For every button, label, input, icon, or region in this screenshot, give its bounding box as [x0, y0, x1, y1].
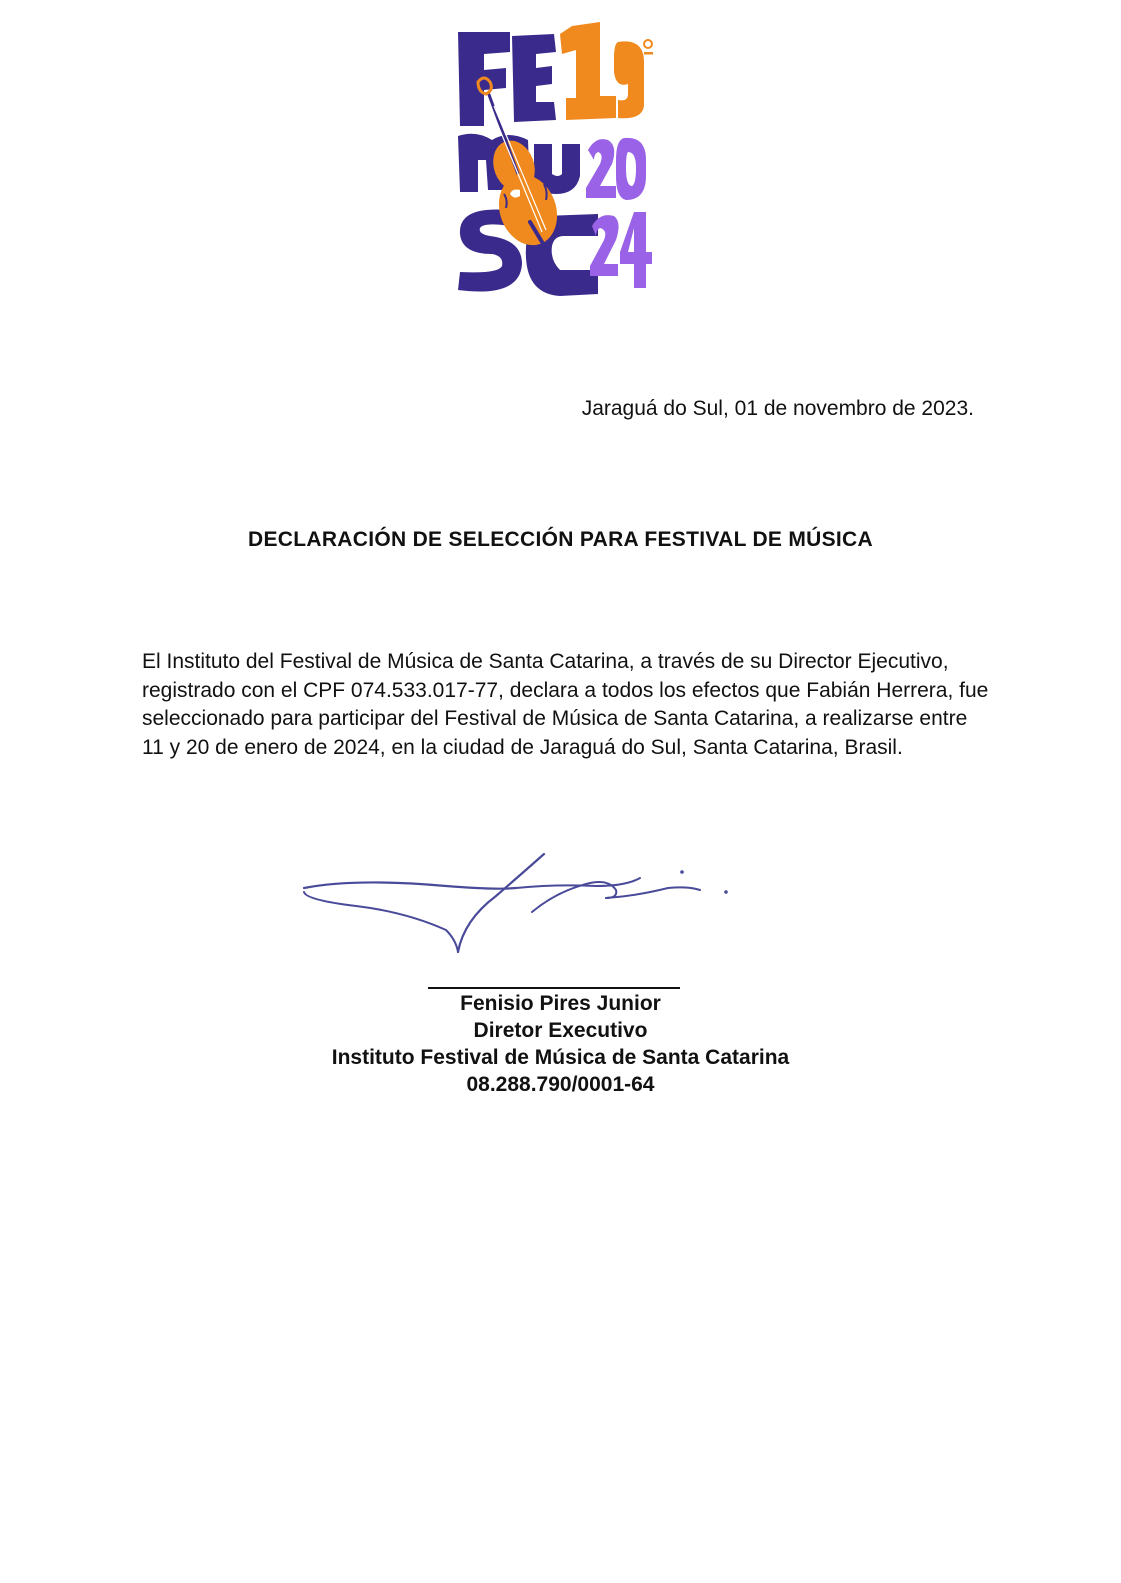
declaration-body [142, 648, 992, 762]
edition-number [560, 22, 653, 120]
signatory-block [0, 990, 1121, 1098]
document-date: Jaraguá do Sul, 01 de novembro de 2023. [581, 397, 974, 420]
signatory-role: Diretor Executivo [473, 1019, 648, 1042]
festival-logo [448, 14, 658, 304]
signatory-name: Fenisio Pires Junior [460, 992, 661, 1015]
handwritten-signature [296, 840, 746, 970]
signatory-cnpj: 08.288.790/0001-64 [466, 1073, 655, 1096]
signatory-institution: Instituto Festival de Música de Santa Catarina [331, 1046, 790, 1069]
year-digits [586, 138, 652, 288]
signature-line [428, 987, 680, 989]
declaration-paragraph: El Instituto del Festival de Música de Santa Catarina, a través de su Director Ejecutivo, registrado con el CPF 074.533.017-77, declara a todos los efectos que Fabián Herrera, fue seleccionado para participar del Festival de Música de Santa Catarina, a realizarse entre 11 y 20 de enero de 2024, en la ciudad de Jaraguá do Sul, Santa Catarina, Brasil. [142, 650, 989, 759]
document-title: DECLARACIÓN DE SELECCIÓN PARA FESTIVAL DE MÚSICA [248, 528, 873, 551]
